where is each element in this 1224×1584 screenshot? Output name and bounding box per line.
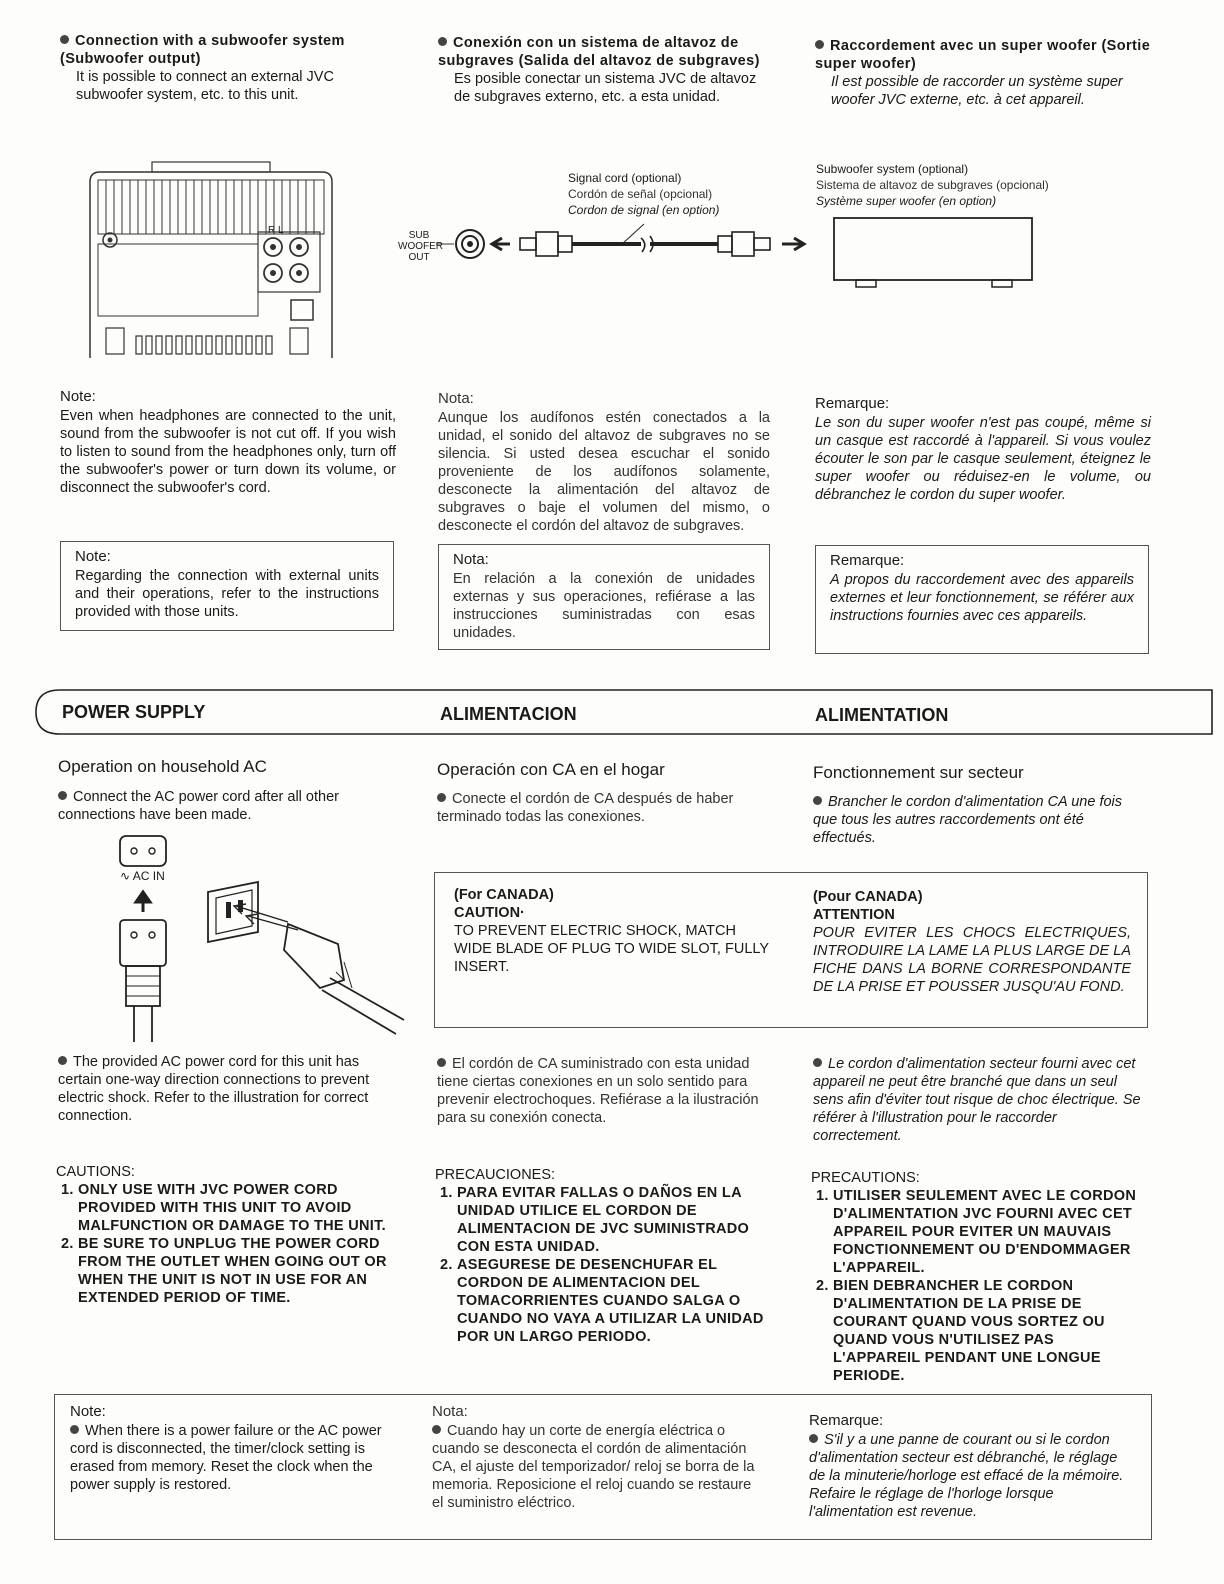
- oneway-es: El cordón de CA suministrado con esta unidad tiene ciertas conexiones en un solo sentido para prevenir electrochoques. Refiérase a la ilustración para su conexión conecta.: [437, 1056, 759, 1126]
- operation-es-heading: Operación con CA en el hogar: [437, 760, 665, 779]
- sub-en-body: It is possible to connect an external JVC subwoofer system, etc. to this unit.: [76, 69, 334, 103]
- bullet-icon: [438, 37, 447, 46]
- section-title-fr: ALIMENTATION: [815, 705, 949, 725]
- bullet-icon: [437, 793, 446, 802]
- sub-es-body: Es posible conectar un sistema JVC de altavoz de subgraves externo, etc. a esta unidad.: [454, 71, 757, 105]
- caution-item: 2. ASEGURESE DE DESENCHUFAR EL CORDON DE ALIMENTACION DEL TOMACORRIENTES CUANDO SALGA O CUANDO NO VAYA A UTILIZAR LA UNIDAD POR UN LARGO PERIODO.: [457, 1256, 765, 1346]
- cautions-fr: PRECAUTIONS: 1. UTILISER SEULEMENT AVEC LE CORDON D'ALIMENTATION JVC FOURNI AVEC CET APPAREIL POUR EVITER UN MAUVAIS FONCTIONNEMENT OU D'ENDOMMAGER L'APPAREIL. 2. BIEN DEBRANCHER LE CORDON D'ALIMENTATION DE LA PRISE DE COURANT QUAND VOUS SORTEZ OU QUAND VOUS N'UTILISEZ PAS L'APPAREIL PENDANT UNE LONGUE PERIODE.: [811, 1169, 1145, 1385]
- cautions-en: CAUTIONS: 1. ONLY USE WITH JVC POWER CORD PROVIDED WITH THIS UNIT TO AVOID MALFUNCTION OR DAMAGE TO THE UNIT. 2. BE SURE TO UNPLUG THE POWER CORD FROM THE OUTLET WHEN GOING OUT OR WHEN THE UNIT IS NOT IN USE FOR AN EXTENDED PERIOD OF TIME.: [56, 1163, 392, 1307]
- bullet-icon: [809, 1434, 818, 1443]
- sub-en-title: Connection with a subwoofer system (Subwoofer output): [60, 33, 345, 67]
- caution-item: 2. BIEN DEBRANCHER LE CORDON D'ALIMENTATION DE LA PRISE DE COURANT QUAND VOUS SORTEZ OU QUAND VOUS N'UTILISEZ PAS L'APPAREIL PENDANT UNE LONGUE PERIODE.: [833, 1277, 1145, 1385]
- bullet-icon: [437, 1058, 446, 1067]
- sub-es: [438, 34, 773, 106]
- note3-fr: Remarque: S'il y a une panne de courant ou si le cordon d'alimentation secteur est débranché, le réglage de la minuterie/horloge est effacé de la mémoire. Refaire le réglage de l'horloge lorsque l'alimentation est revenue.: [809, 1412, 1124, 1520]
- sub-woofer-out-label: SUB WOOFER OUT: [398, 230, 443, 263]
- note1-en: Note: Even when headphones are connected to the unit, sound from the subwoofer is not cut off. If you wish to listen to sound from the headphones only, turn off the subwoofer's power or turn down its volume, or disconnect the subwoofer's cord.: [60, 388, 396, 496]
- bullet-icon: [813, 796, 822, 805]
- note2-fr-box: Remarque: A propos du raccordement avec des appareils externes et leur fonctionnement, se référer aux instructions fournies avec ces appareils.: [815, 545, 1149, 654]
- note2-es-box: Nota: En relación a la conexión de unidades externas y sus operaciones, refiérase a las instrucciones suministradas con esas unidades.: [438, 544, 770, 650]
- bullet-icon: [70, 1425, 79, 1434]
- ac-in-label: ∿ AC IN: [120, 869, 165, 883]
- bullet-icon: [60, 35, 69, 44]
- unit-rear-panel-illustration: [86, 158, 336, 358]
- sub-en: [60, 32, 395, 104]
- operation-en-body: Connect the AC power cord after all other connections have been made.: [58, 789, 339, 823]
- bullet-icon: [815, 40, 824, 49]
- canada-fr: (Pour CANADA) ATTENTION POUR EVITER LES CHOCS ELECTRIQUES, INTRODUIRE LA LAME LA PLUS LARGE DE LA FICHE DANS LA BORNE CORRESPONDANTE DE LA PRISE ET POUSSER JUSQU'AU FOND.: [813, 889, 1131, 995]
- oneway-en: The provided AC power cord for this unit has certain one-way direction connections to prevent electric shock. Refer to the illustration for correct connection.: [58, 1054, 370, 1124]
- operation-fr-body: Brancher le cordon d'alimentation CA une fois que tous les autres raccordements ont été effectués.: [813, 794, 1123, 846]
- operation-en-heading: Operation on household AC: [58, 757, 267, 776]
- caution-item: 1. ONLY USE WITH JVC POWER CORD PROVIDED WITH THIS UNIT TO AVOID MALFUNCTION OR DAMAGE TO THE UNIT.: [78, 1181, 392, 1235]
- bullet-icon: [58, 791, 67, 800]
- caution-item: 1. UTILISER SEULEMENT AVEC LE CORDON D'ALIMENTATION JVC FOURNI AVEC CET APPAREIL POUR EVITER UN MAUVAIS FONCTIONNEMENT OU D'ENDOMMAGER L'APPAREIL.: [833, 1187, 1145, 1277]
- note1-fr: Remarque: Le son du super woofer n'est pas coupé, même si un casque est raccordé à l'appareil. Si vous voulez écouter le son par le casque seulement, éteignez le super woofer ou réduisez-en le volume, ou débranchez le cordon du super woofer.: [815, 395, 1151, 503]
- bullet-icon: [58, 1056, 67, 1065]
- sub-es-title: Conexión con un sistema de altavoz de subgraves (Salida del altavoz de subgraves): [438, 35, 760, 69]
- oneway-fr: Le cordon d'alimentation secteur fourni avec cet appareil ne peut être branché que dans un seul sens afin d'éviter tout risque de choc électrique. Se référer à l'illustration pour le raccorder correctement.: [813, 1056, 1141, 1144]
- note3-es: Nota: Cuando hay un corte de energía eléctrica o cuando se desconecta el cordón de alimentación CA, el ajuste del temporizador/ reloj se borra de la memoria. Reposicione el reloj cuando se restaure el suministro eléctrico.: [432, 1403, 755, 1511]
- sub-fr-title: Raccordement avec un super woofer (Sortie super woofer): [815, 38, 1151, 72]
- signal-cord-label: Signal cord (optional) Cordón de señal (opcional) Cordon de signal (en option): [568, 171, 720, 217]
- caution-item: 2. BE SURE TO UNPLUG THE POWER CORD FROM THE OUTLET WHEN GOING OUT OR WHEN THE UNIT IS NOT IN USE FOR AN EXTENDED PERIOD OF TIME.: [78, 1235, 392, 1307]
- note1-es: Nota: Aunque los audífonos estén conectados a la unidad, el sonido del altavoz de subgraves no se silencia. Si usted desea escuchar el sonido proveniente de los audífonos solamente, desconecte la alimentación del altavoz de subgraves o baje el volumen del mismo, o desconecte el cordón del altavoz de subgraves.: [438, 390, 770, 534]
- sub-fr-body: Il est possible de raccorder un système super woofer JVC externe, etc. à cet appareil.: [831, 74, 1123, 108]
- bullet-icon: [813, 1058, 822, 1067]
- ac-power-cord-illustration: [108, 832, 428, 1046]
- operation-es-body: Conecte el cordón de CA después de haber terminado todas las conexiones.: [437, 791, 734, 825]
- section-title-en: POWER SUPPLY: [62, 702, 206, 722]
- note2-en-box: Note: Regarding the connection with external units and their operations, refer to the instructions provided with those units.: [60, 541, 394, 631]
- caution-item: 1. PARA EVITAR FALLAS O DAÑOS EN LA UNIDAD UTILICE EL CORDON DE ALIMENTACION DE JVC SUMINISTRADO CON ESTA UNIDAD.: [457, 1184, 765, 1256]
- cautions-es: PRECAUCIONES: 1. PARA EVITAR FALLAS O DAÑOS EN LA UNIDAD UTILICE EL CORDON DE ALIMENTACION DE JVC SUMINISTRADO CON ESTA UNIDAD. 2. ASEGURESE DE DESENCHUFAR EL CORDON DE ALIMENTACION DEL TOMACORRIENTES CUANDO SALGA O CUANDO NO VAYA A UTILIZAR LA UNIDAD POR UN LARGO PERIODO.: [435, 1166, 765, 1346]
- note3-en: Note: When there is a power failure or the AC power cord is disconnected, the timer/clock setting is erased from memory. Reset the clock when the power supply is restored.: [70, 1403, 382, 1493]
- operation-fr-heading: Fonctionnement sur secteur: [813, 763, 1024, 782]
- subwoofer-system-label: Subwoofer system (optional) Sistema de altavoz de subgraves (opcional) Système super woofer (en option): [816, 162, 1049, 208]
- rl-label: R L: [268, 225, 284, 236]
- signal-cord-illustration: [436, 214, 836, 274]
- canada-en: (For CANADA) CAUTION· TO PREVENT ELECTRIC SHOCK, MATCH WIDE BLADE OF PLUG TO WIDE SLOT, FULLY INSERT.: [454, 887, 769, 975]
- section-banner: [30, 688, 1218, 738]
- sub-fr: [815, 37, 1153, 109]
- subwoofer-box-illustration: [832, 216, 1036, 292]
- section-title-es: ALIMENTACION: [440, 704, 577, 724]
- bullet-icon: [432, 1425, 441, 1434]
